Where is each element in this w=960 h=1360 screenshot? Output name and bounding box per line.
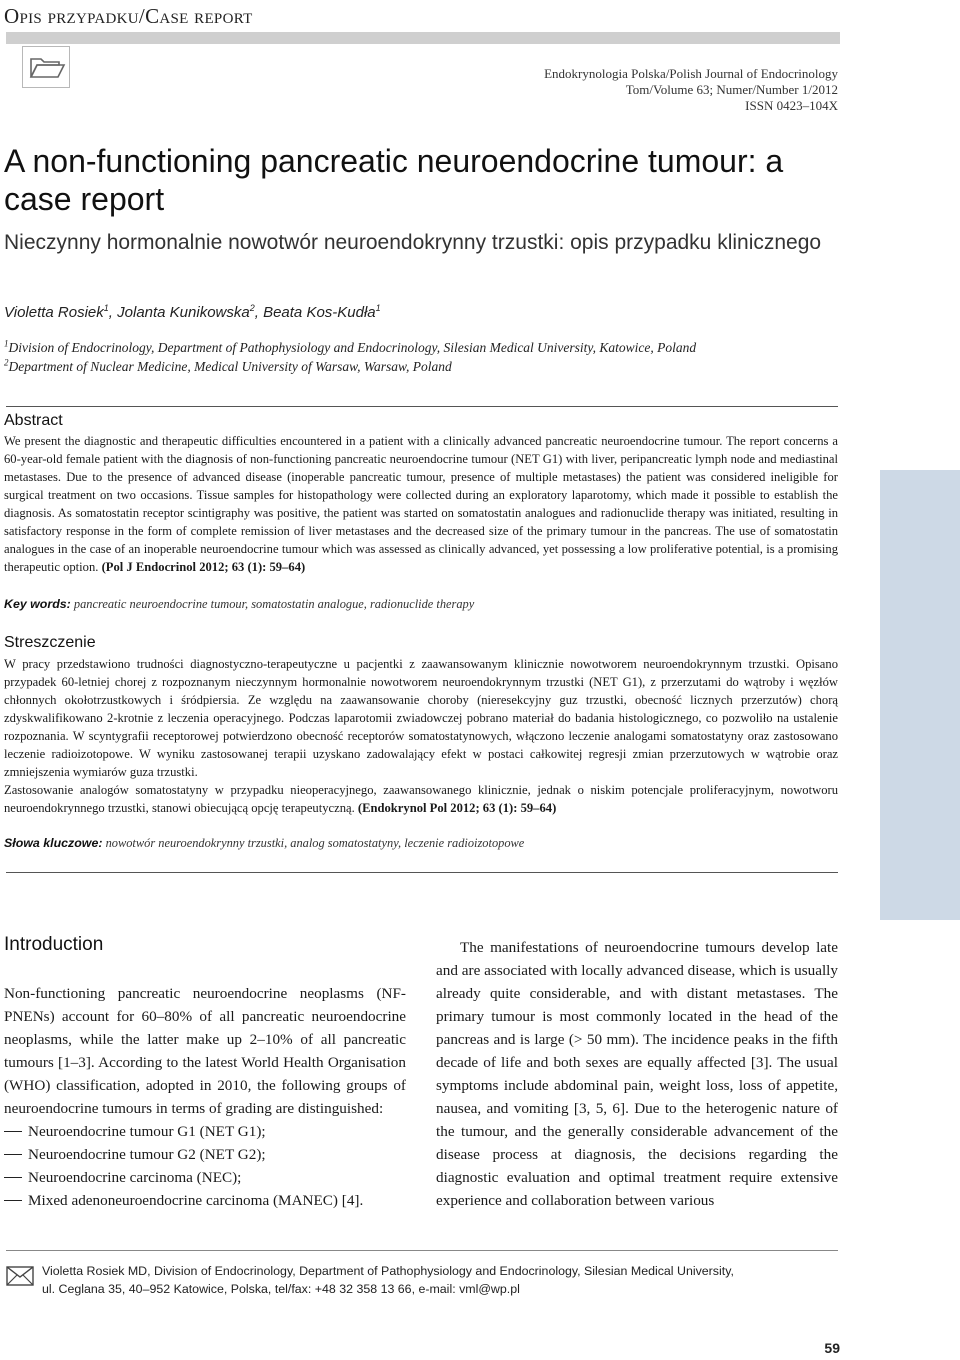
author-sup: 1 [375, 303, 381, 313]
affiliation-line [4, 357, 840, 376]
envelope-icon [6, 1266, 34, 1291]
affiliation-text: Department of Nuclear Medicine, Medical University of Warsaw, Warsaw, Poland [8, 359, 452, 374]
abstract-citation: (Pol J Endocrinol 2012; 63 (1): 59–64) [101, 560, 306, 574]
author-name: Beata Kos-Kudła [263, 304, 376, 321]
grading-list [4, 1120, 406, 1212]
journal-volume: Tom/Volume 63; Numer/Number 1/2012 [625, 82, 838, 97]
streszczenie-keywords [4, 836, 838, 851]
affiliation-sup: 1 [4, 338, 9, 349]
streszczenie-text-1: W pracy przedstawiono trudności diagnostyczno-terapeutyczne u pacjentki z zaawansowanym klinicznie nowotworem neuroendokrynnym trzustki. Opisano przypadek 60-letniej chorej z rozpoznanym nieczynnym hormonalnie nowotworem neuroendokrynnym trzustki (NET G1), z przerzutami do wątroby i węzłów chłonnych okołotrzustkowych i śródpiersia. Ze względu na zaawansowanie choroby (nieresekcyjny guz trzustki, obecność licznych przerzutów) chorą zdyskwalifikowano 2-krotnie z leczenia operacyjnego. Podczas laparotomii zwiadowczej pobrano materiał do badania histologicznego, co pozwoliło na ustalenie rozpoznania. W scyntygrafii receptorowej potwierdzono obecność receptorów somatostatynowych, włączono leczenie analogami somatostatyny oraz zastosowano leczenie radioizotopowe. W wyniku zastosowanej terapii uzyskano zadowalający efekt w postaci całkowitej regresji zmian przerzutowych w wątrobie oraz zmniejszenia wymiarów guza trzustki. [4, 657, 838, 779]
keywords-label: Key words: [4, 597, 71, 611]
grading-list-item: Neuroendocrine tumour G1 (NET G1); [4, 1120, 406, 1143]
affiliation-sup: 2 [4, 357, 9, 368]
author-sup: 1 [103, 303, 109, 313]
envelope-icon-graphic [6, 1266, 34, 1286]
abstract-heading: Abstract [4, 412, 63, 429]
journal-info [544, 66, 838, 114]
intro-left-column [4, 982, 406, 1212]
author-list: Violetta Rosiek$^1$, Jolanta Kunikowska$^2$, Beata Kos-Kudła$^1$ [4, 303, 381, 321]
affiliations [4, 338, 840, 376]
abstract-keywords [4, 597, 838, 612]
streszczenie-heading: Streszczenie [4, 634, 96, 651]
affiliation-text: Division of Endocrinology, Department of Pathophysiology and Endocrinology, Silesian Medical University, Katowice, Poland [8, 340, 697, 355]
margin-color-block [880, 470, 960, 920]
streszczenie-text-2: Zastosowanie analogów somatostatyny w przypadku nieoperacyjnego, zaawansowanego klinicznie, jednak o niskim potencjale proliferacyjnym, nowotworu neuroendokrynnego trzustki, stanowi obiecującą opcję terapeutyczną. [4, 783, 838, 815]
journal-name: Endokrynologia Polska/Polish Journal of Endocrinology [544, 66, 838, 81]
grading-list-item: Neuroendocrine carcinoma (NEC); [4, 1166, 406, 1189]
abstract-top-rule [6, 406, 838, 407]
streszczenie-citation: (Endokrynol Pol 2012; 63 (1): 59–64) [357, 801, 557, 815]
correspondence-line: Violetta Rosiek MD, Division of Endocrinology, Department of Pathophysiology and Endocrinology, Silesian Medical University, [42, 1264, 734, 1278]
intro-right-text: The manifestations of neuroendocrine tumours develop late and are associated with locally advanced disease, which is usually already quite considerable, and with distant metastases. The primary tumour is most commonly located in the head of the pancreas and is large (> 50 mm). The incidence peaks in the fifth decade of life and both sexes are equally affected [3]. The usual symptoms include abdominal pain, weight loss, loss of appetite, nausea, and vomiting [3, 5, 6]. Due to the heterogenic nature of the tumour, and the generally considerable advancement of the disease process at diagnosis, the decisions regarding the diagnostic evaluation and optimal treatment require extensive experience and collaboration between various [436, 939, 838, 1209]
footer-rule [6, 1250, 838, 1251]
author-sup: 2 [249, 303, 255, 313]
slowa-kluczowe-label: Słowa kluczowe: [4, 836, 103, 850]
article-subtitle: Nieczynny hormonalnie nowotwór neuroendokrynny trzustki: opis przypadku klinicznego [4, 231, 822, 254]
intro-right-column [436, 936, 838, 1212]
intro-left-text: Non-functioning pancreatic neuroendocrine neoplasms (NF-PNENs) account for 60–80% of all pancreatic neuroendocrine neoplasms, while the latter make up 2–10% of all pancreatic tumours [1–3]. According to the latest World Health Organisation (WHO) classification, adopted in 2010, the following groups of neuroendocrine tumours in terms of grading are distinguished: [4, 985, 406, 1117]
author-name: Jolanta Kunikowska [117, 304, 250, 321]
correspondence-note [42, 1262, 802, 1298]
grading-list-item: Neuroendocrine tumour G2 (NET G2); [4, 1143, 406, 1166]
introduction-heading: Introduction [4, 934, 104, 955]
journal-issn: ISSN 0423–104X [745, 98, 838, 113]
page-number: 59 [824, 1340, 840, 1356]
affiliation-line [4, 338, 840, 357]
abstract-bottom-rule [6, 872, 838, 873]
streszczenie-body [4, 655, 838, 817]
correspondence-line: ul. Ceglana 35, 40–952 Katowice, Polska, tel/fax: +48 32 358 13 66, e-mail: vml@wp.pl [42, 1282, 520, 1296]
header-rule [6, 32, 840, 44]
article-title: A non-functioning pancreatic neuroendocrine tumour: a case report [4, 143, 784, 217]
abstract-text: We present the diagnostic and therapeutic difficulties encountered in a patient with a clinically advanced pancreatic neuroendocrine tumour. The report concerns a 60-year-old female patient with the diagnosis of non-functioning pancreatic neuroendocrine tumour (NET G1) with liver, peripancreatic lymph node and mediastinal metastases. Due to the presence of advanced disease (inoperable pancreatic tumour, presence of multiple metastases) the patient was considered ineligible for surgical treatment on two occasions. Tissue samples for histopathology were collected during an exploratory laparotomy, which made it possible to establish the diagnosis. As somatostatin receptor scintigraphy was positive, the patient was started on somatostatin analogues and radionuclide therapy was initiated, resulting in satisfactory response in the form of complete remission of liver metastases and the decreased size of the primary tumour in the pancreas. The use of somatostatin analogues in the case of an inoperable neuroendocrine tumour which was assessed as clinically advanced, yet possessing a low proliferative potential, is a promising therapeutic option. [4, 434, 838, 574]
abstract-body [4, 432, 838, 576]
slowa-kluczowe-text: nowotwór neuroendokrynny trzustki, analog somatostatyny, leczenie radioizotopowe [105, 836, 525, 850]
folder-icon-graphic [23, 47, 69, 87]
author-name: Violetta Rosiek [4, 304, 104, 321]
grading-list-item: Mixed adenoneuroendocrine carcinoma (MANEC) [4]. [4, 1189, 406, 1212]
streszczenie-paragraph-2 [4, 781, 838, 817]
section-label: Opis przypadku/Case report [4, 4, 253, 28]
folder-icon [22, 46, 70, 88]
keywords-text: pancreatic neuroendocrine tumour, somatostatin analogue, radionuclide therapy [73, 597, 475, 611]
